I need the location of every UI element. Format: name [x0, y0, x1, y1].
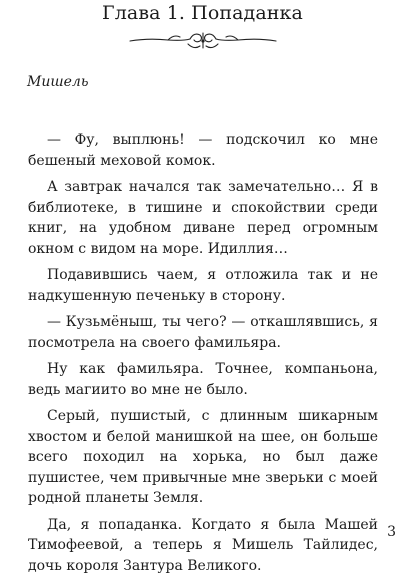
chapter-title: Глава 1. Попаданка: [102, 2, 303, 24]
paragraph: — Фу, выплюнь! — подскочил ко мне бешеный меховой комок.: [28, 132, 378, 169]
paragraph: Ну как фамильяра. Точнее, компаньона, ведь магиито во мне не было.: [28, 361, 378, 398]
paragraph: А завтрак начался так замечательно… Я в библиотеке, в тишине и спокойствии среди книг, на удобном диване перед огромным окном с видом на море. Идиллия…: [28, 179, 378, 257]
paragraph: Серый, пушистый, с длинным шикарным хвостом и белой манишкой на шее, он больше всего походил на хорька, но был даже пушистее, чем привычные мне зверьки с моей родной планеты Земля.: [28, 408, 378, 506]
chapter-text: [28, 130, 378, 582]
pov-character-label: Мишель: [27, 74, 89, 90]
paragraph: Подавившись чаем, я отложила так и не надкушенную печеньку в сторону.: [28, 267, 378, 304]
page-number: 3: [387, 524, 396, 540]
paragraph: — Кузьмёныш, ты чего? — откашлявшись, я посмотрела на своего фамильяра.: [28, 314, 378, 351]
scroll-flourish-icon: [128, 30, 278, 52]
paragraph: Да, я попаданка. Когдато я была Машей Тимофеевой, а теперь я Мишель Тайлидес, дочь короля Зантура Великого.: [28, 516, 378, 574]
